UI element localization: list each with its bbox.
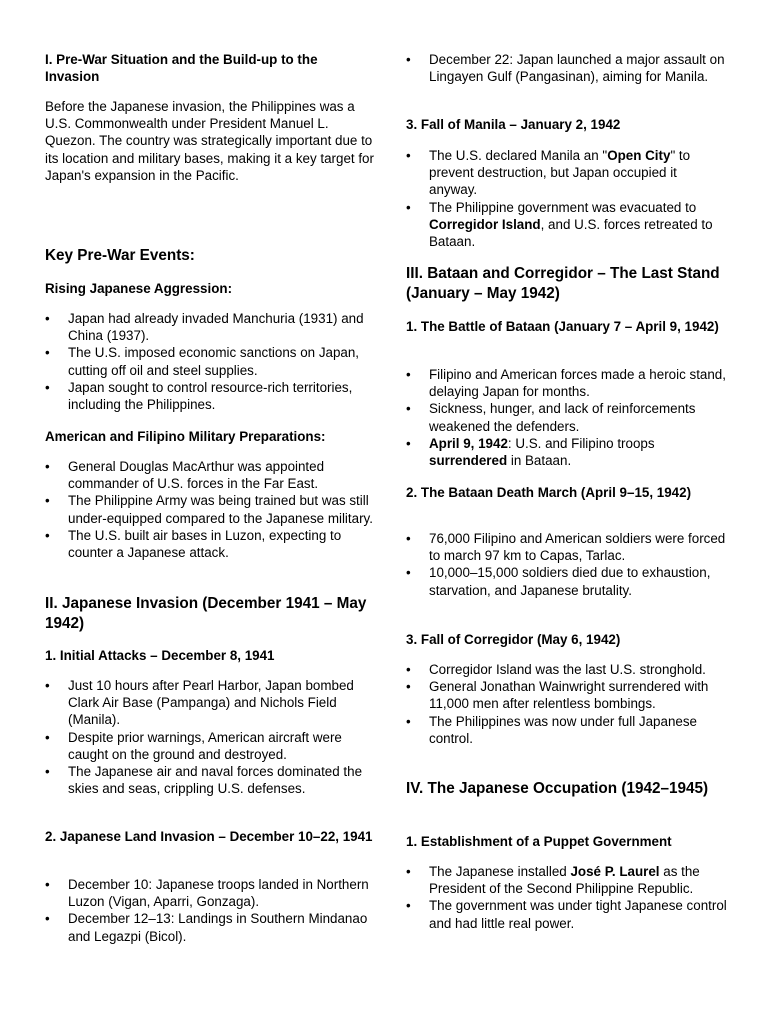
land-invasion-list [45, 876, 375, 945]
list-item: • Japan had already invaded Manchuria (1931) and China (1937). [45, 310, 375, 344]
list-item: • Despite prior warnings, American aircraft were caught on the ground and destroyed. [45, 729, 375, 763]
section-2-heading: II. Japanese Invasion (December 1941 – May 1942) [45, 595, 367, 632]
initial-attacks-heading: 1. Initial Attacks – December 8, 1941 [45, 648, 275, 663]
fall-of-corregidor-list [406, 661, 728, 747]
death-march-list [406, 530, 728, 599]
open-city-term: Open City [607, 148, 671, 163]
aggression-heading: Rising Japanese Aggression: [45, 281, 233, 296]
corregidor-term: Corregidor Island [429, 216, 541, 232]
fall-of-manila-list [406, 147, 728, 250]
section-3-heading: III. Bataan and Corregidor – The Last Stand (January – May 1942) [406, 265, 720, 302]
list-item: • Filipino and American forces made a heroic stand, delaying Japan for months. [406, 366, 728, 400]
section-4-heading: IV. The Japanese Occupation (1942–1945) [406, 780, 709, 797]
fall-of-corregidor-heading: 3. Fall of Corregidor (May 6, 1942) [406, 632, 621, 647]
puppet-government-heading: 1. Establishment of a Puppet Government [406, 834, 672, 849]
list-item: • Corregidor Island was the last U.S. stronghold. [406, 661, 728, 678]
puppet-government-list [406, 863, 728, 932]
list-item: • Sickness, hunger, and lack of reinforcements weakened the defenders. [406, 400, 728, 434]
list-item: • December 12–13: Landings in Southern Mindanao and Legazpi (Bicol). [45, 910, 375, 944]
list-item: • April 9, 1942: U.S. and Filipino troops surrendered in Bataan. [406, 435, 728, 469]
death-march-heading: 2. The Bataan Death March (April 9–15, 1942) [406, 485, 692, 500]
prep-heading: American and Filipino Military Preparations: [45, 429, 326, 444]
battle-of-bataan-heading: 1. The Battle of Bataan (January 7 – April 9, 1942) [406, 319, 719, 334]
list-item: • December 10: Japanese troops landed in Northern Luzon (Vigan, Aparri, Gonzaga). [45, 876, 375, 910]
list-item: • The Philippine Army was being trained but was still under-equipped compared to the Japanese military. [45, 492, 375, 526]
section-1-paragraph: Before the Japanese invasion, the Philippines was a U.S. Commonwealth under President Manuel L. Quezon. The country was strategically important due to its location and military bases, making it a key target for Japan's expansion in the Pacific. [45, 99, 374, 183]
initial-attacks-list [45, 677, 375, 797]
list-item: • The Japanese installed José P. Laurel as the President of the Second Philippine Republic. [406, 863, 728, 897]
land-invasion-heading: 2. Japanese Land Invasion – December 10–22, 1941 [45, 829, 373, 844]
list-item: • The Philippine government was evacuated to Corregidor Island, and U.S. forces retreated to Bataan. [406, 199, 728, 251]
prep-list [45, 458, 375, 561]
list-item: • The Japanese air and naval forces dominated the skies and seas, crippling U.S. defenses. [45, 763, 375, 797]
section-1-heading: I. Pre-War Situation and the Build-up to the Invasion [45, 52, 318, 84]
land-invasion-list-continued [406, 51, 728, 85]
list-item: • General Jonathan Wainwright surrendered with 11,000 men after relentless bombings. [406, 678, 728, 712]
battle-of-bataan-list [406, 366, 728, 469]
list-item: • The U.S. declared Manila an "Open City" to prevent destruction, but Japan occupied it anyway. [406, 147, 728, 199]
fall-of-manila-heading: 3. Fall of Manila – January 2, 1942 [406, 117, 621, 132]
list-item: • The U.S. built air bases in Luzon, expecting to counter a Japanese attack. [45, 527, 375, 561]
list-item: • December 22: Japan launched a major assault on Lingayen Gulf (Pangasinan), aiming for Manila. [406, 51, 728, 85]
list-item: • The U.S. imposed economic sanctions on Japan, cutting off oil and steel supplies. [45, 344, 375, 378]
key-events-heading: Key Pre-War Events: [45, 247, 195, 264]
list-item: • 76,000 Filipino and American soldiers were forced to march 97 km to Capas, Tarlac. [406, 530, 728, 564]
list-item: • General Douglas MacArthur was appointed commander of U.S. forces in the Far East. [45, 458, 375, 492]
list-item: • Just 10 hours after Pearl Harbor, Japan bombed Clark Air Base (Pampanga) and Nichols Field (Manila). [45, 677, 375, 729]
aggression-list [45, 310, 375, 413]
list-item: • 10,000–15,000 soldiers died due to exhaustion, starvation, and Japanese brutality. [406, 564, 728, 598]
laurel-name: José P. Laurel [570, 864, 660, 879]
list-item: • The government was under tight Japanese control and had little real power. [406, 897, 728, 931]
list-item: • The Philippines was now under full Japanese control. [406, 713, 728, 747]
list-item: • Japan sought to control resource-rich territories, including the Philippines. [45, 379, 375, 413]
